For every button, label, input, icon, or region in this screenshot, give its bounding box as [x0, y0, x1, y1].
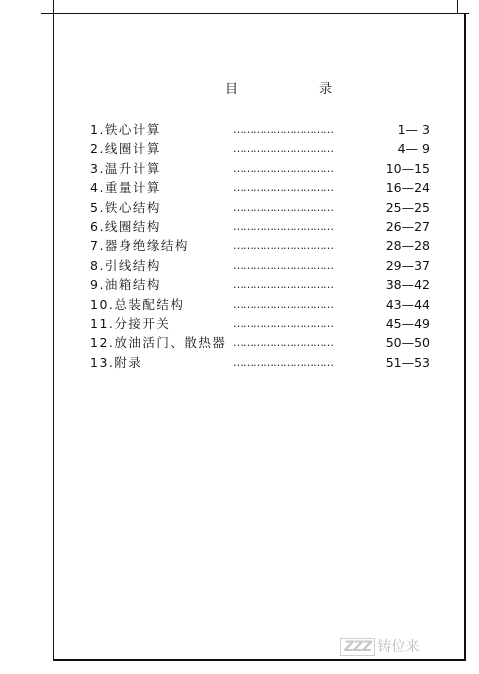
leader-dots: …………………………	[233, 297, 333, 311]
page-title: 目 录	[225, 82, 367, 97]
leader-dots: …………………………	[233, 258, 333, 272]
leader-dots: …………………………	[233, 181, 333, 195]
toc-entry	[90, 120, 430, 139]
toc-entry-pages: 26—27	[385, 218, 430, 234]
toc-entry-label: 4.重量计算	[90, 180, 161, 196]
toc-entry	[90, 159, 430, 178]
watermark-logo: ZZZ	[340, 638, 375, 656]
toc-entry-label: 8.引线结构	[90, 257, 161, 273]
table-of-contents	[90, 120, 430, 372]
crop-mark	[53, 0, 54, 14]
toc-entry-label: 12.放油活门、散热器	[90, 335, 227, 351]
toc-entry-pages: 50—50	[385, 335, 430, 351]
toc-entry-pages: 1— 3	[397, 122, 430, 137]
watermark-text: 铸位来	[377, 639, 420, 655]
toc-entry-label: 13.附录	[90, 354, 143, 370]
leader-dots: …………………………	[233, 239, 333, 253]
toc-entry-label: 11.分接开关	[90, 315, 171, 331]
toc-entry-pages: 43—44	[385, 296, 430, 312]
leader-dots: …………………………	[233, 336, 333, 350]
toc-entry-label: 9.油箱结构	[90, 277, 161, 293]
toc-entry-label: 2.线圈计算	[90, 141, 161, 157]
watermark	[340, 636, 419, 656]
toc-entry	[90, 353, 430, 372]
toc-entry-label: 6.线圈结构	[90, 218, 161, 234]
toc-entry	[90, 333, 430, 352]
toc-entry-label: 7.器身绝缘结构	[90, 238, 189, 254]
toc-entry	[90, 217, 430, 236]
leader-dots: …………………………	[233, 355, 333, 369]
toc-entry	[90, 275, 430, 294]
toc-entry-pages: 25—25	[385, 199, 430, 215]
toc-entry-pages: 29—37	[385, 257, 430, 273]
leader-dots: …………………………	[233, 161, 333, 175]
toc-entry-pages: 10—15	[385, 160, 430, 176]
toc-entry-pages: 28—28	[385, 238, 430, 254]
toc-entry	[90, 236, 430, 255]
leader-dots: …………………………	[233, 278, 333, 292]
toc-entry-label: 1.铁心计算	[90, 122, 161, 137]
leader-dots: …………………………	[233, 200, 333, 214]
crop-mark	[457, 0, 458, 14]
toc-entry-label: 3.温升计算	[90, 160, 161, 176]
toc-entry	[90, 139, 430, 158]
toc-entry-label: 5.铁心结构	[90, 199, 161, 215]
toc-entry	[90, 178, 430, 197]
toc-entry-pages: 16—24	[385, 180, 430, 196]
toc-entry-label: 10.总装配结构	[90, 296, 185, 312]
toc-entry	[90, 295, 430, 314]
toc-entry	[90, 198, 430, 217]
leader-dots: …………………………	[233, 123, 333, 136]
toc-entry	[90, 256, 430, 275]
leader-dots: …………………………	[233, 316, 333, 330]
leader-dots: …………………………	[233, 219, 333, 233]
toc-entry-pages: 45—49	[385, 315, 430, 331]
toc-entry-pages: 38—42	[385, 277, 430, 293]
toc-entry	[90, 314, 430, 333]
toc-entry-pages: 4— 9	[397, 141, 430, 157]
toc-entry-pages: 51—53	[385, 354, 430, 370]
crop-mark	[41, 13, 53, 14]
leader-dots: …………………………	[233, 142, 333, 156]
